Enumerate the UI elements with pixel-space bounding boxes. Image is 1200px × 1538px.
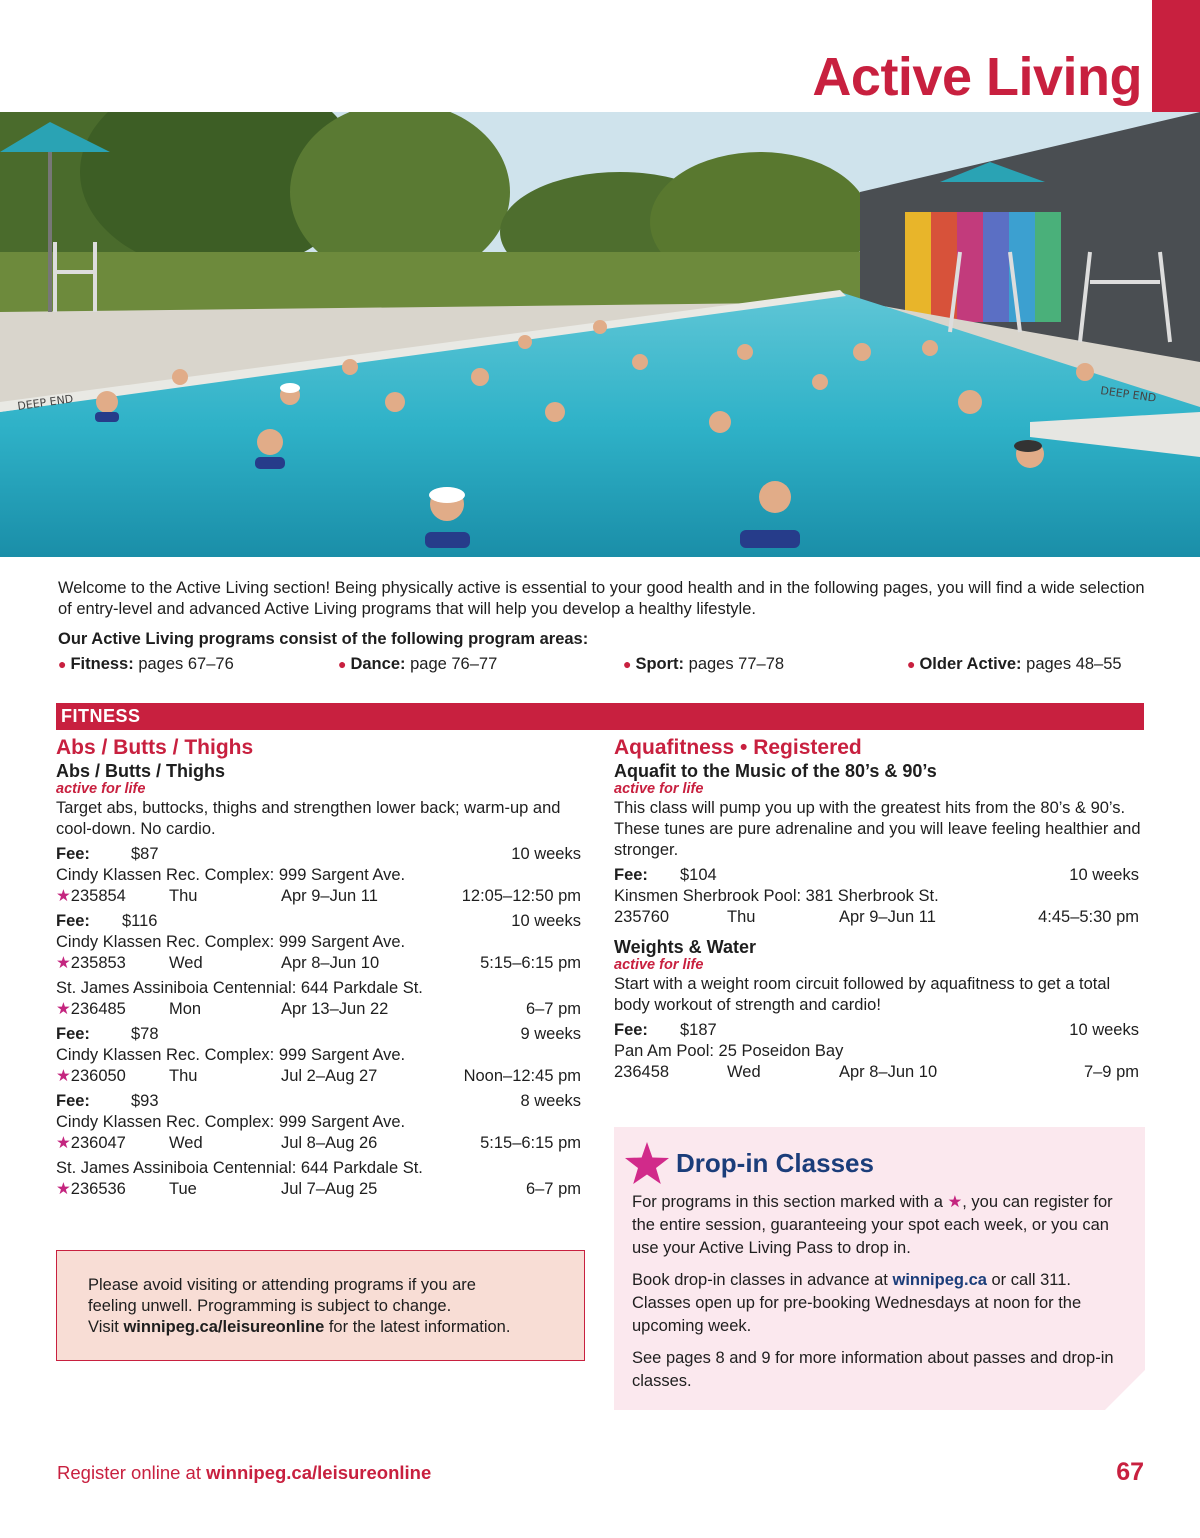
deep-end-left-label: DEEP END (16, 392, 75, 413)
star-icon (624, 1141, 670, 1185)
notice-line: Visit winnipeg.ca/leisureonline for the latest information. (88, 1318, 511, 1336)
session-row[interactable]: 236458 Wed Apr 8–Jun 10 7–9 pm (614, 1063, 1139, 1081)
hero-photo (0, 112, 1200, 557)
star-icon: ★ (947, 1193, 963, 1211)
winnipeg-link[interactable]: winnipeg.ca (892, 1271, 987, 1289)
active-for-life-tag: active for life (614, 781, 704, 797)
location: Cindy Klassen Rec. Complex: 999 Sargent Ave. (56, 1046, 406, 1064)
star-icon: ★ (56, 1000, 71, 1018)
category-heading: Abs / Butts / Thighs (56, 736, 254, 759)
corner-tab (1152, 0, 1200, 112)
location: St. James Assiniboia Centennial: 644 Parkdale St. (56, 979, 423, 997)
fee-row: Fee: $93 8 weeks (56, 1092, 581, 1110)
session-row[interactable]: ★236485 Mon Apr 13–Jun 22 6–7 pm (56, 1000, 581, 1018)
star-icon: ★ (56, 1067, 71, 1085)
areas-heading: Our Active Living programs consist of the following program areas: (58, 630, 589, 648)
section-bar-fitness: FITNESS (56, 703, 1144, 730)
session-row[interactable]: ★235854 Thu Apr 9–Jun 11 12:05–12:50 pm (56, 887, 581, 905)
active-for-life-tag: active for life (614, 957, 704, 973)
star-icon: ★ (56, 1180, 71, 1198)
bullet-dot-icon: ● (623, 656, 632, 672)
fee-row: Fee: $87 10 weeks (56, 845, 581, 863)
star-icon: ★ (56, 954, 71, 972)
right-column (614, 736, 1142, 1083)
category-heading: Aquafitness • Registered (614, 736, 862, 759)
page-title: Active Living (812, 47, 1142, 107)
drop-in-paragraph: For programs in this section marked with a ★, you can register for the entire session, guaranteeing your spot each week, or you can use your Active Living Pass to drop in. (632, 1193, 1113, 1257)
fee-row: Fee: $116 10 weeks (56, 912, 581, 930)
left-column (56, 736, 584, 1200)
health-notice (56, 1250, 585, 1361)
bullet-dot-icon: ● (338, 656, 347, 672)
program-title: Aquafit to the Music of the 80’s & 90’s (614, 761, 937, 781)
location: Cindy Klassen Rec. Complex: 999 Sargent Ave. (56, 933, 406, 951)
location: Cindy Klassen Rec. Complex: 999 Sargent Ave. (56, 1113, 406, 1131)
area-fitness: ● Fitness: pages 67–76 (58, 655, 234, 673)
fee-row: Fee: $104 10 weeks (614, 866, 1139, 884)
active-for-life-tag: active for life (56, 781, 146, 797)
program-description: This class will pump you up with the greatest hits from the 80’s & 90’s. These tunes are pure adrenaline and you will leave feeling healthier and stronger. (614, 799, 1141, 859)
location: Pan Am Pool: 25 Poseidon Bay (614, 1042, 844, 1060)
star-icon: ★ (56, 1134, 71, 1152)
area-dance: ● Dance: page 76–77 (338, 655, 498, 673)
area-sport: ● Sport: pages 77–78 (623, 655, 785, 673)
session-row[interactable]: ★236536 Tue Jul 7–Aug 25 6–7 pm (56, 1180, 581, 1198)
intro-text: Welcome to the Active Living section! Being physically active is essential to your good health and in the following pages, you will find a wide selection of entry-level and advanced Active Living programs that will help you develop a healthy lifestyle. (58, 579, 1145, 618)
drop-in-box (614, 1127, 1145, 1410)
drop-in-paragraph: Book drop-in classes in advance at winnipeg.ca or call 311. Classes open up for pre-booking Wednesdays at noon for the upcoming week. (632, 1271, 1082, 1335)
star-icon: ★ (56, 887, 71, 905)
program-title: Abs / Butts / Thighs (56, 761, 225, 781)
session-row[interactable]: ★236047 Wed Jul 8–Aug 26 5:15–6:15 pm (56, 1134, 581, 1152)
footer-link[interactable]: winnipeg.ca/leisureonline (206, 1462, 432, 1483)
bullet-dot-icon: ● (907, 656, 916, 672)
location: Cindy Klassen Rec. Complex: 999 Sargent Ave. (56, 866, 406, 884)
area-older-active: ● Older Active: pages 48–55 (907, 655, 1122, 673)
program-description: Start with a weight room circuit followed by aquafitness to get a total body workout of strength and cardio! (614, 975, 1111, 1014)
session-row[interactable]: 235760 Thu Apr 9–Jun 11 4:45–5:30 pm (614, 908, 1139, 926)
notice-line: feeling unwell. Programming is subject to change. (88, 1297, 452, 1315)
program-description: Target abs, buttocks, thighs and strengthen lower back; warm-up and cool-down. No cardio. (56, 799, 561, 838)
drop-in-title: Drop-in Classes (676, 1147, 874, 1178)
page-number: 67 (1116, 1458, 1144, 1486)
footer-register: Register online at winnipeg.ca/leisureonline (57, 1462, 432, 1483)
leisureonline-link[interactable]: winnipeg.ca/leisureonline (123, 1318, 325, 1336)
program-title: Weights & Water (614, 937, 757, 957)
notice-line: Please avoid visiting or attending programs if you are (88, 1276, 476, 1294)
location: Kinsmen Sherbrook Pool: 381 Sherbrook St. (614, 887, 939, 905)
bullet-dot-icon: ● (58, 656, 67, 672)
location: St. James Assiniboia Centennial: 644 Parkdale St. (56, 1159, 423, 1177)
deep-end-right-label: DEEP END (1099, 384, 1158, 405)
session-row[interactable]: ★236050 Thu Jul 2–Aug 27 Noon–12:45 pm (56, 1067, 581, 1085)
session-row[interactable]: ★235853 Wed Apr 8–Jun 10 5:15–6:15 pm (56, 954, 581, 972)
fee-row: Fee: $187 10 weeks (614, 1021, 1139, 1039)
fee-row: Fee: $78 9 weeks (56, 1025, 581, 1043)
drop-in-paragraph: See pages 8 and 9 for more information about passes and drop-in classes. (632, 1349, 1114, 1390)
